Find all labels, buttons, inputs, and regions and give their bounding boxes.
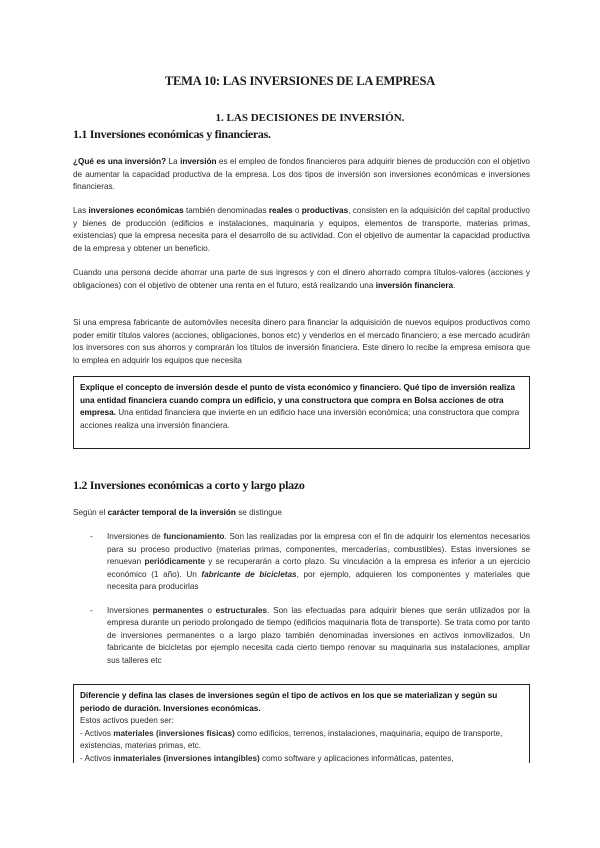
paragraph-what-is-investment	[73, 156, 530, 194]
section-title: 1. LAS DECISIONES DE INVERSIÓN.	[215, 112, 405, 124]
text-run: y se recuperarán a corto plazo. Su vinculación a la empresa es inferior a un ejercicio económico (1 año). Un	[107, 557, 530, 579]
text-run: , por ejemplo, adquieren los componentes y materiales que necesita para producirlas	[107, 569, 530, 591]
box-question: Explique el concepto de inversión desde el punto de vista económico y financiero. Qué tipo de inversión realiza una entidad financiera cuando compra un edificio, y una constructora que compra en Bolsa acciones de otra empresa.	[80, 383, 515, 417]
text-run: Según el	[73, 508, 108, 517]
text-run: Las	[73, 206, 89, 215]
text-run: La	[166, 157, 181, 166]
text-run: . Son las efectuadas para adquirir bienes que serán utilizados por la empresa durante un periodo prolongado de tiempo (edificios maquinaria flota de transporte). Se trata como por tanto de inversiones permanentes o a largo plazo también denominadas inversiones en activos inmovilizados. Un fabricante de bicicletas por ejemplo necesita cada cierto tiempo renovar su maquinaria sus instalaciones, ampliar sus talleres etc	[107, 605, 530, 665]
text-run: es el empleo de fondos financieros para adquirir bienes de producción con el objetivo de aumentar la capacidad productiva de la empresa. Los dos tipos de inversión son inversiones económicas e inversiones financieras.	[73, 157, 530, 191]
question-box-1	[73, 376, 530, 449]
text-run: Inversiones de	[107, 532, 164, 541]
document-title: TEMA 10: LAS INVERSIONES DE LA EMPRESA	[164, 74, 436, 88]
bold-term: inmateriales (inversiones intangibles)	[113, 753, 260, 763]
bold-term: inversiones económicas	[88, 206, 184, 215]
text-run: , consisten en la adquisición del capital productivo y bienes de producción (edificios e instalaciones, maquinaria y equipos, elementos de transporte, materias primas, existencias) que la empresa necesita para el desarrollo de su actividad. Con el objetivo de aumentar la capacidad productiva de la empresa y obtener un beneficio.	[73, 206, 530, 253]
text-run: Cuando una persona decide ahorrar una parte de sus ingresos y con el dinero ahorrado compra títulos-valores (acciones y obligaciones) con el objetivo de obtener una renta en el futuro, está realizando una	[73, 268, 530, 290]
question-text: ¿Qué es una inversión?	[73, 157, 167, 166]
investment-types-list	[73, 531, 530, 667]
list-item-functioning	[73, 531, 530, 594]
text-run: Inversiones	[107, 605, 153, 615]
paragraph-car-manufacturer-example: Si una empresa fabricante de automóviles necesita dinero para financiar la adquisición de nuevos equipos productivos como poder emitir títulos valores (acciones, obligaciones, bonos etc) y venderlos en el mercado financiero; a ese mercado acudirán los inversores con sus ahorros y comprarán los títulos de inversión financiera. Este dinero lo recibe la empresa emisora que lo emplea en adquirir los equipos que necesita	[73, 318, 530, 365]
box-question: Diferencie y defina las clases de inversiones según el tipo de activos en los que se materializan y según su periodo de duración. Inversiones económicas.	[80, 691, 498, 713]
list-item-permanent	[73, 605, 530, 668]
text-run: o	[203, 605, 216, 615]
bold-term: carácter temporal de la inversión	[107, 508, 236, 517]
box-line-immaterial-assets	[80, 753, 523, 766]
bold-term: periódicamente	[144, 557, 205, 566]
bold-term: reales	[268, 206, 293, 215]
text-run: como software y aplicaciones informáticas, patentes,	[259, 753, 454, 763]
bold-term: inversión	[180, 157, 217, 166]
subsection-title-1-2: 1.2 Inversiones económicas a corto y largo plazo	[73, 478, 305, 492]
text-run: como edificios, terrenos, instalaciones, maquinaria, equipo de transporte, existencias, materias primas, etc.	[80, 728, 503, 750]
bold-term: materiales (inversiones físicas)	[113, 728, 235, 738]
list-dash: -	[90, 605, 93, 615]
bold-term: permanentes	[152, 605, 204, 615]
text-run: se distingue	[235, 508, 282, 517]
list-dash: -	[90, 532, 93, 541]
bold-term: productivas	[301, 206, 349, 215]
question-box-2	[73, 684, 530, 763]
text-run: - Activos	[80, 753, 114, 763]
text-run: .	[453, 280, 456, 290]
box-line-material-assets	[80, 728, 523, 753]
text-run: . Son las realizadas por la empresa con el fin de adquirir los elementos necesarios para su proceso productivo (materias primas, componentes, mercaderías, combustibles). Estas inversiones se renuevan	[107, 532, 530, 566]
bold-term: funcionamiento	[163, 532, 225, 541]
bold-italic-term: fabricante de bicicletas	[201, 569, 297, 579]
bold-term: estructurales	[215, 605, 268, 615]
paragraph-financial-investment	[73, 267, 530, 292]
subsection-title-1-1: 1.1 Inversiones económicas y financieras.	[73, 127, 271, 141]
box-answer: Una entidad financiera que invierte en un edificio hace una inversión económica; una constructora que compra acciones realiza una inversión financiera.	[80, 408, 520, 430]
box-line: Estos activos pueden ser:	[80, 716, 174, 725]
paragraph-economic-investments	[73, 205, 530, 255]
text-run: o	[292, 206, 302, 215]
text-run: también denominadas	[183, 206, 269, 215]
paragraph-temporal-character	[73, 507, 530, 520]
text-run: - Activos	[80, 728, 114, 738]
bold-term: inversión financiera	[375, 280, 454, 290]
